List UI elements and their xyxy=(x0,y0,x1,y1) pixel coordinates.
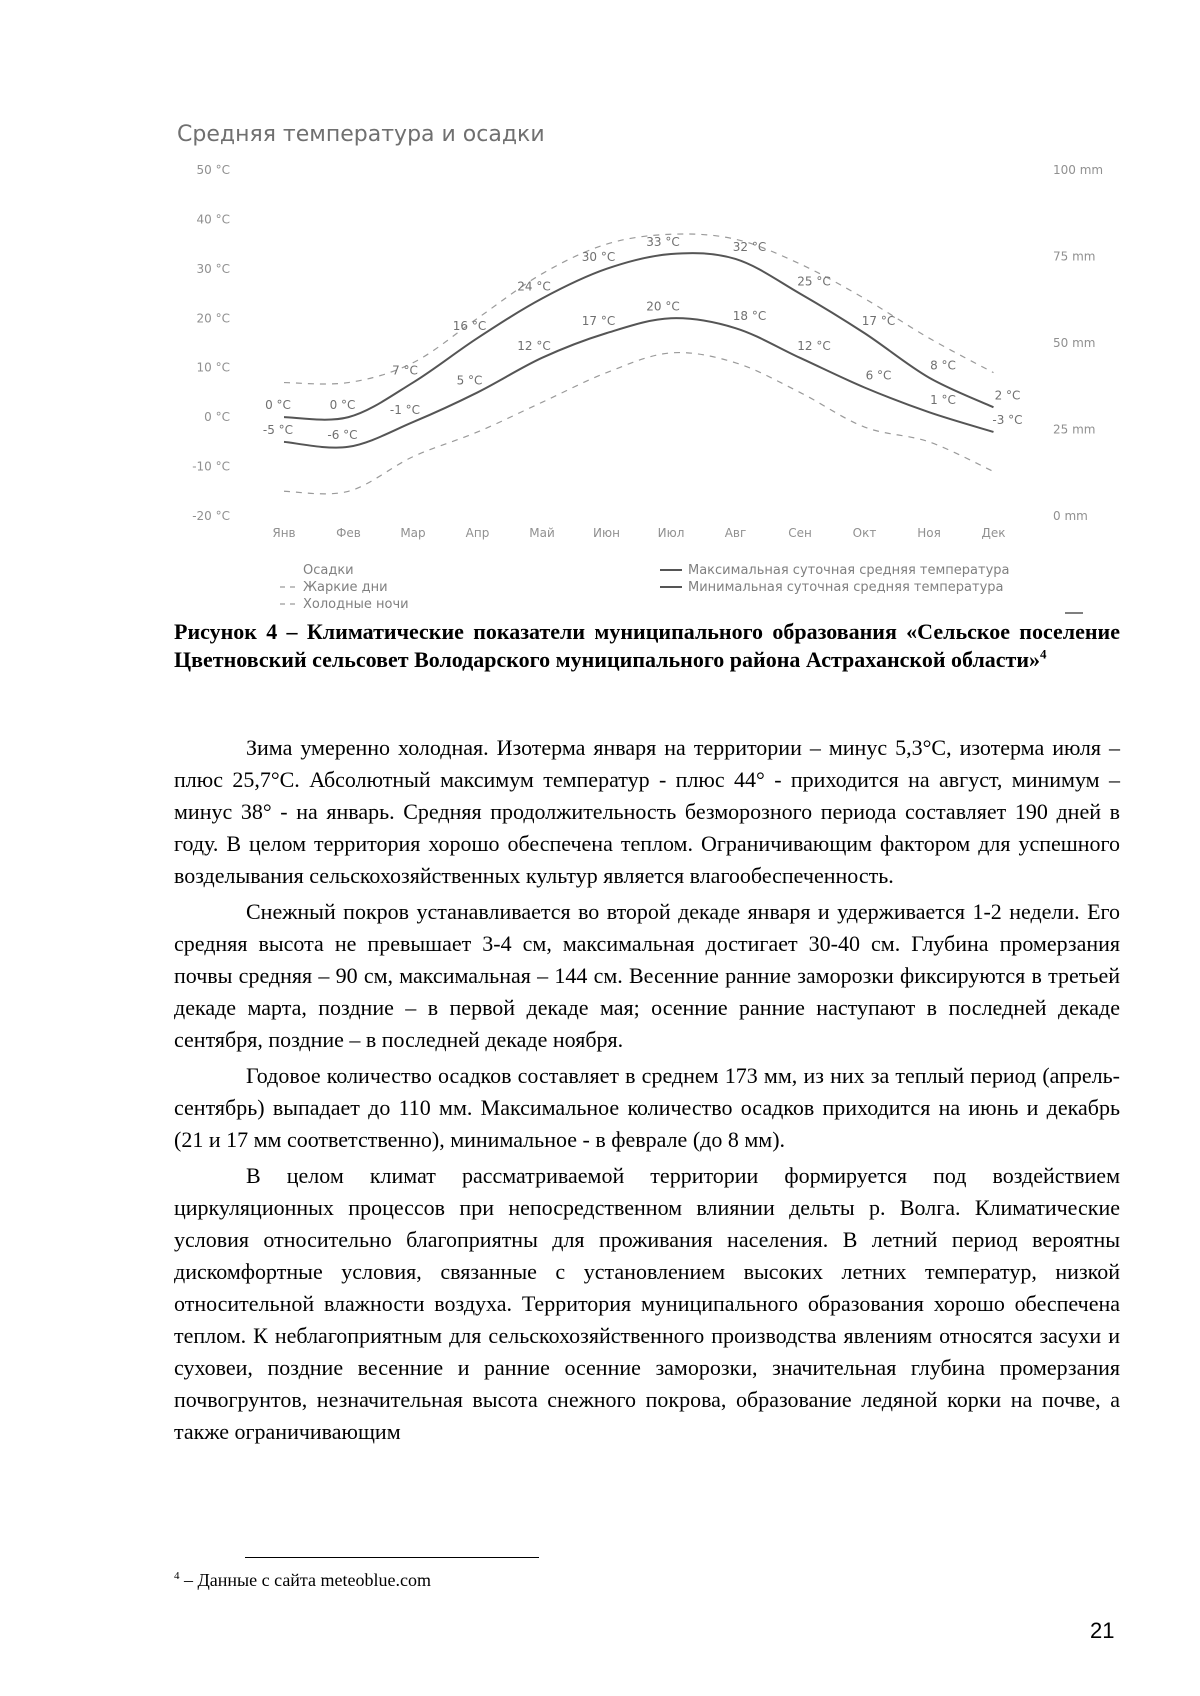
data-label-min-temp: -1 °C xyxy=(389,403,421,418)
data-label-max-temp: 0 °C xyxy=(329,398,356,413)
x-tick-label: Июн xyxy=(593,526,620,540)
y-tick-label-right: 0 mm xyxy=(1053,509,1088,523)
data-label-min-temp: 1 °C xyxy=(930,393,956,408)
x-tick-label: Сен xyxy=(788,526,812,540)
chart-title: Средняя температура и осадки xyxy=(177,122,545,147)
series-line-hot-days xyxy=(284,234,994,384)
y-tick-label-left: 40 °C xyxy=(196,212,230,227)
data-label-max-temp: 32 °C xyxy=(732,239,767,254)
data-label-min-temp: 20 °C xyxy=(646,299,680,314)
y-tick-label-left: 20 °C xyxy=(196,311,230,326)
x-tick-label: Фев xyxy=(336,526,361,540)
series-line-max-temp xyxy=(284,253,994,420)
footnote-mark: 4 xyxy=(174,1570,180,1582)
data-label-max-temp: 24 °C xyxy=(517,279,551,294)
data-label-max-temp: 17 °C xyxy=(861,314,896,329)
legend-item-max-temp: Максимальная суточная средняя температура xyxy=(688,563,1010,578)
x-tick-label: Авг xyxy=(724,526,747,540)
data-label-min-temp: 17 °C xyxy=(581,314,616,329)
x-tick-label: Дек xyxy=(981,526,1006,540)
x-tick-label: Окт xyxy=(852,526,877,540)
y-axis-left xyxy=(192,163,230,523)
y-tick-label-right: 100 mm xyxy=(1053,163,1104,177)
legend-item-hot-days: Жаркие дни xyxy=(303,580,388,595)
x-tick-label: Янв xyxy=(272,526,296,540)
footnote xyxy=(174,1565,1074,1591)
legend-item-precipitation: Осадки xyxy=(303,563,354,578)
x-tick-label: Июл xyxy=(657,526,685,540)
paragraph-snow: Снежный покров устанавливается во второй декаде января и удерживается 1-2 недели. Его средняя высота не превышает 3-4 см, максимальная достигает 30-40 см. Глубина промерзания почвы средняя – 90 см, максимальная – 144 см. Весенние ранние заморозки фиксируются в третьей декаде марта, поздние – в первой декаде мая; осенние ранние наступают в последней декаде сентября, поздние – в последней декаде ноября. xyxy=(174,899,1120,1052)
footnote-separator xyxy=(245,1557,539,1558)
y-axis-right xyxy=(1053,163,1103,523)
series-group xyxy=(284,234,994,494)
y-tick-label-left: 30 °C xyxy=(196,261,230,276)
figure-caption xyxy=(174,618,1120,674)
x-axis xyxy=(272,526,1005,540)
x-tick-label: Мар xyxy=(400,526,426,540)
data-label-min-temp: -6 °C xyxy=(327,427,358,442)
legend-item-min-temp: Минимальная суточная средняя температура xyxy=(688,580,1004,595)
data-label-max-temp: 8 °C xyxy=(930,358,956,373)
data-label-min-temp: 12 °C xyxy=(797,338,831,353)
data-label-max-temp: 33 °C xyxy=(646,235,680,250)
data-label-max-temp: 25 °C xyxy=(797,274,831,289)
data-label-max-temp: 0 °C xyxy=(265,398,291,413)
y-tick-label-left: 10 °C xyxy=(196,360,230,375)
page-number: 21 xyxy=(1090,1618,1115,1643)
y-tick-label-right: 50 mm xyxy=(1053,336,1096,350)
data-label-max-temp: 2 °C xyxy=(994,388,1021,403)
data-label-min-temp: -5 °C xyxy=(262,422,294,437)
data-label-min-temp: -3 °C xyxy=(992,412,1023,427)
x-tick-label: Ноя xyxy=(917,526,941,540)
y-tick-label-left: 50 °C xyxy=(196,163,230,177)
data-labels xyxy=(263,235,1023,442)
body-text xyxy=(174,732,1120,1448)
data-label-min-temp: 6 °C xyxy=(865,368,892,383)
data-label-max-temp: 7 °C xyxy=(392,363,418,378)
legend-item-cold-nights: Холодные ночи xyxy=(303,597,409,612)
paragraph-winter: Зима умеренно холодная. Изотерма января на территории – минус 5,3°С, изотерма июля – плюс 25,7°С. Абсолютный максимум температур - плюс 44° - приходится на август, минимум – минус 38° - на январь. Средняя продолжительность безморозного периода составляет 190 дней в году. В целом территория хорошо обеспечена теплом. Ограничивающим фактором для успешного возделывания сельскохозяйственных культур является влагообеспеченность. xyxy=(174,735,1120,888)
y-tick-label-left: -10 °C xyxy=(192,459,230,474)
legend xyxy=(280,563,1083,613)
paragraph-climate: В целом климат рассматриваемой территории формируется под воздействием циркуляционных процессов при непосредственном влиянии дельты р. Волга. Климатические условия относительно благоприятны для проживания населения. В летний период вероятны дискомфортные условия, связанные с установлением высоких летних температур, низкой относительной влажности воздуха. Территория муниципального образования хорошо обеспечена теплом. К неблагоприятным для сельскохозяйственного производства явлениям относятся засухи и суховеи, поздние весенние и ранние осенние заморозки, значительная глубина промерзания почвогрунтов, незначительная высота снежного покрова, образование ледяной корки на почве, а также ограничивающим xyxy=(174,1163,1120,1444)
y-tick-label-right: 75 mm xyxy=(1053,249,1096,264)
x-tick-label: Апр xyxy=(465,526,490,540)
y-tick-label-left: 0 °C xyxy=(204,410,230,425)
x-tick-label: Май xyxy=(529,526,555,540)
data-label-min-temp: 5 °C xyxy=(456,373,483,388)
footnote-text: – Данные с сайта meteoblue.com xyxy=(179,1570,431,1590)
climate-chart xyxy=(0,0,1200,615)
paragraph-precipitation: Годовое количество осадков составляет в среднем 173 мм, из них за теплый период (апрель-сентябрь) выпадает до 110 мм. Максимальное количество осадков приходится на июнь и декабрь (21 и 17 мм соответственно), минимальное - в феврале (до 8 мм). xyxy=(174,1063,1120,1152)
series-line-min-temp xyxy=(284,318,994,447)
data-label-max-temp: 16 °C xyxy=(452,319,487,334)
footnote-reference: 4 xyxy=(1040,646,1047,662)
data-label-min-temp: 12 °C xyxy=(517,338,551,353)
data-label-min-temp: 18 °C xyxy=(732,309,767,324)
y-tick-label-left: -20 °C xyxy=(192,509,230,523)
figure-caption-text: Рисунок 4 – Климатические показатели муниципального образования «Сельское поселение Цветновский сельсовет Володарского муниципального района Астраханской области» xyxy=(174,619,1120,672)
data-label-max-temp: 30 °C xyxy=(581,249,616,264)
y-tick-label-right: 25 mm xyxy=(1053,422,1096,437)
